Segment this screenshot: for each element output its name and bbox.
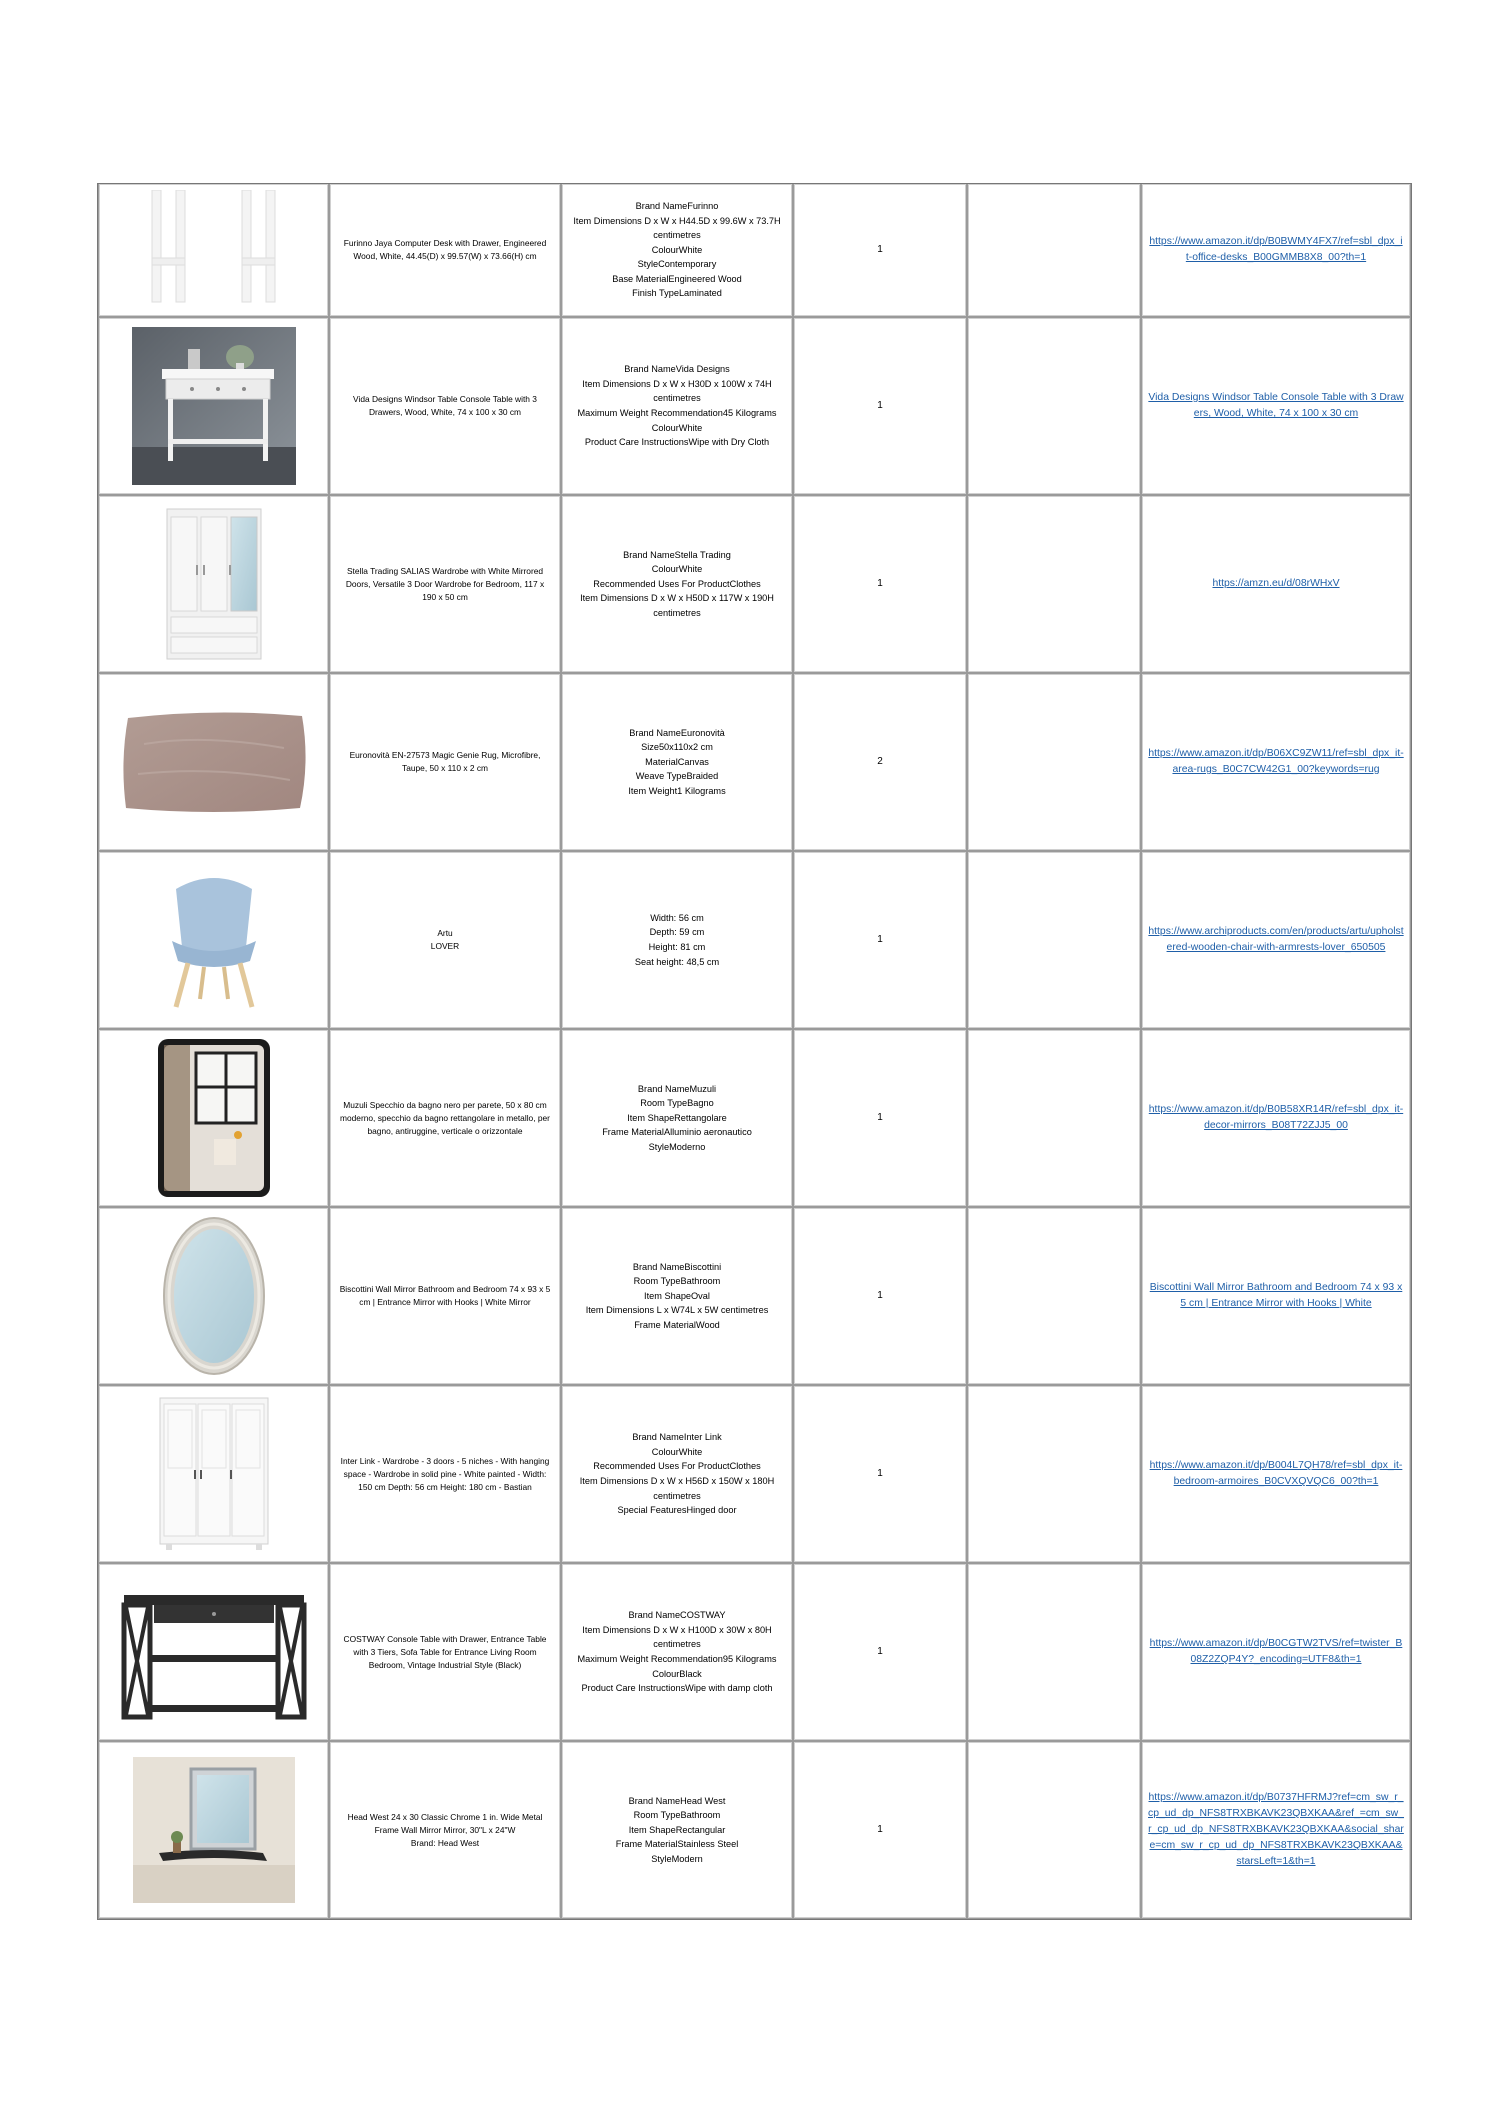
spec-line: Width: 56 cm	[650, 912, 704, 923]
spec-line: ColourWhite	[651, 244, 703, 255]
product-name-line: LOVER	[430, 941, 460, 951]
spec-line: Room TypeBagno	[640, 1098, 714, 1109]
notes-cell	[967, 495, 1141, 673]
spec-line: Maximum Weight Recommendation45 Kilograms	[577, 408, 777, 418]
spec-line: Depth: 59 cm	[649, 927, 705, 938]
spec-line: Recommended Uses For ProductClothes	[593, 1461, 761, 1472]
product-image-cell	[98, 1385, 329, 1563]
spec-line: Brand NameStella Trading	[623, 549, 731, 560]
product-link[interactable]: Biscottini Wall Mirror Bathroom and Bedroom 74 x 93 x 5 cm | Entrance Mirror with Hooks | White	[1149, 1282, 1403, 1309]
spec-line: Item ShapeRectangular	[628, 1824, 726, 1835]
product-name	[329, 1563, 561, 1741]
spec-line: Brand NameFurinno	[635, 200, 719, 211]
quantity-cell: 1	[793, 851, 967, 1029]
link-cell	[1141, 851, 1411, 1029]
spec-line: Brand NameBiscottini	[632, 1261, 722, 1272]
spec-line: Size50x110x2 cm	[641, 742, 713, 753]
product-name	[329, 317, 561, 495]
table-row	[98, 1029, 1411, 1207]
product-link[interactable]: https://www.archiproducts.com/en/products/artu/upholstered-wooden-chair-with-armrests-lover_650505	[1148, 926, 1404, 953]
spec-line: Brand NameMuzuli	[637, 1083, 717, 1094]
spec-line: Seat height: 48,5 cm	[634, 956, 720, 967]
product-name-line: COSTWAY Console Table with Drawer, Entrance Table with 3 Tiers, Sofa Table for Entrance Living Room Bedroom, Vintage Industrial Style (Black)	[343, 1633, 547, 1670]
spec-line: Height: 81 cm	[648, 942, 706, 952]
chrome-wall-mirror-image	[99, 1757, 328, 1903]
notes-cell	[967, 1385, 1141, 1563]
notes-cell	[967, 317, 1141, 495]
taupe-rug-image	[99, 704, 328, 820]
notes-cell	[967, 673, 1141, 851]
product-name	[329, 184, 561, 317]
quantity-cell: 1	[793, 495, 967, 673]
product-name	[329, 1207, 561, 1385]
product-name	[329, 1385, 561, 1563]
spec-line: Item Dimensions D x W x H50D x 117W x 190H centimetres	[580, 593, 774, 618]
spec-line: Room TypeBathroom	[633, 1276, 721, 1287]
product-specs	[561, 1741, 793, 1919]
product-image-cell	[98, 184, 329, 317]
link-cell	[1141, 673, 1411, 851]
product-image-cell	[98, 1207, 329, 1385]
product-image-cell	[98, 851, 329, 1029]
link-cell	[1141, 317, 1411, 495]
spec-line: Item Weight1 Kilograms	[628, 785, 726, 796]
quantity-cell: 1	[793, 317, 967, 495]
link-cell	[1141, 1207, 1411, 1385]
product-name	[329, 1741, 561, 1919]
product-image-cell	[98, 1029, 329, 1207]
spec-line: ColourWhite	[651, 1446, 703, 1457]
table-row	[98, 851, 1411, 1029]
product-specs	[561, 851, 793, 1029]
table-row	[98, 673, 1411, 851]
notes-cell	[967, 1207, 1141, 1385]
link-cell	[1141, 1385, 1411, 1563]
product-name	[329, 673, 561, 851]
link-cell	[1141, 1029, 1411, 1207]
spec-line: Item Dimensions D x W x H44.5D x 99.6W x 73.7H centimetres	[573, 215, 781, 241]
link-cell	[1141, 495, 1411, 673]
product-name-line: Brand: Head West	[410, 1837, 480, 1848]
spec-line: Frame MaterialAlluminio aeronautico	[602, 1127, 752, 1138]
product-image-cell	[98, 495, 329, 673]
product-name	[329, 495, 561, 673]
spec-line: Room TypeBathroom	[633, 1810, 721, 1821]
spec-line: Product Care InstructionsWipe with damp cloth	[581, 1683, 773, 1694]
notes-cell	[967, 1741, 1141, 1919]
product-name-line: Euronovità EN-27573 Magic Genie Rug, Microfibre, Taupe, 50 x 110 x 2 cm	[349, 750, 541, 773]
quantity-cell: 1	[793, 1563, 967, 1741]
product-link[interactable]: Vida Designs Windsor Table Console Table with 3 Drawers, Wood, White, 74 x 100 x 30 cm	[1148, 392, 1404, 419]
white-pine-wardrobe-image	[99, 1394, 328, 1554]
table-row	[98, 1207, 1411, 1385]
product-link[interactable]: https://www.amazon.it/dp/B0737HFRMJ?ref=cm_sw_r_cp_ud_dp_NFS8TRXBKAVK23QBXKAA&ref_=cm_sw_r_cp_ud_dp_NFS8TRXBKAVK23QBXKAA&social_share=cm_sw_r_cp_ud_dp_NFS8TRXBKAVK23QBXKAA&starsLeft=1&th=1	[1148, 1792, 1404, 1867]
product-specs	[561, 317, 793, 495]
spec-line: Base MaterialEngineered Wood	[612, 273, 742, 284]
spec-line: Finish TypeLaminated	[632, 288, 722, 299]
product-image-cell	[98, 673, 329, 851]
product-name-line: Stella Trading SALIAS Wardrobe with White Mirrored Doors, Versatile 3 Door Wardrobe for Bedroom, 117 x 190 x 50 cm	[345, 565, 545, 602]
spec-line: Brand NameVida Designs	[624, 364, 730, 375]
product-name	[329, 1029, 561, 1207]
quantity-cell: 1	[793, 1385, 967, 1563]
product-link[interactable]: https://www.amazon.it/dp/B06XC9ZW11/ref=sbl_dpx_it-area-rugs_B0C7CW42G1_00?keywords=rug	[1148, 748, 1404, 775]
spec-line: Maximum Weight Recommendation95 Kilograms	[577, 1654, 777, 1664]
product-name-line: Head West 24 x 30 Classic Chrome 1 in. Wide Metal Frame Wall Mirror Mirror, 30"L x 24"W	[347, 1811, 543, 1835]
spec-line: ColourWhite	[651, 422, 703, 433]
product-name-line: Vida Designs Windsor Table Console Table with 3 Drawers, Wood, White, 74 x 100 x 30 cm	[353, 394, 537, 417]
quantity-cell: 1	[793, 1029, 967, 1207]
black-framed-mirror-image	[99, 1035, 328, 1201]
quantity-cell: 1	[793, 1207, 967, 1385]
spec-line: Brand NameCOSTWAY	[628, 1610, 726, 1621]
link-cell	[1141, 1563, 1411, 1741]
spec-line: StyleModerno	[648, 1141, 706, 1152]
link-cell	[1141, 1741, 1411, 1919]
spec-line: Frame MaterialWood	[634, 1319, 720, 1330]
product-specs	[561, 495, 793, 673]
product-specs	[561, 1385, 793, 1563]
spec-line: Special FeaturesHinged door	[617, 1505, 737, 1516]
white-console-table-image	[99, 327, 328, 485]
product-name-line: Biscottini Wall Mirror Bathroom and Bedroom 74 x 93 x 5 cm | Entrance Mirror with Hooks | White Mirror	[339, 1284, 551, 1307]
spec-line: StyleModern	[651, 1853, 703, 1864]
product-name-line: Inter Link - Wardrobe - 3 doors - 5 niches - With hanging space - Wardrobe in solid pine - White painted - Width: 150 cm Depth: 56 cm Height: 180 cm - Bastian	[340, 1455, 550, 1492]
product-name-line: Furinno Jaya Computer Desk with Drawer, Engineered Wood, White, 44.45(D) x 99.57(W) x 73.66(H) cm	[343, 238, 547, 261]
spec-line: MaterialCanvas	[645, 756, 709, 767]
product-image-cell	[98, 1741, 329, 1919]
product-link[interactable]: https://www.amazon.it/dp/B0CGTW2TVS/ref=twister_B08Z2ZQP4Y?_encoding=UTF8&th=1	[1149, 1638, 1403, 1665]
spec-line: Item ShapeOval	[644, 1290, 710, 1301]
blue-armchair-image	[99, 865, 328, 1015]
product-specs	[561, 1563, 793, 1741]
spec-line: Frame MaterialStainless Steel	[615, 1839, 739, 1850]
product-link[interactable]: https://www.amazon.it/dp/B0B58XR14R/ref=sbl_dpx_it-decor-mirrors_B08T72ZJJ5_00	[1148, 1104, 1404, 1131]
product-link[interactable]: https://amzn.eu/d/08rWHxV	[1212, 578, 1340, 589]
spec-line: StyleContemporary	[637, 259, 717, 270]
notes-cell	[967, 1029, 1141, 1207]
spec-line: Product Care InstructionsWipe with Dry Cloth	[584, 437, 770, 448]
product-table	[97, 183, 1412, 1920]
product-specs	[561, 673, 793, 851]
spec-line: Brand NameHead West	[628, 1795, 726, 1806]
product-link[interactable]: https://www.amazon.it/dp/B004L7QH78/ref=sbl_dpx_it-bedroom-armoires_B0CVXQVQC6_00?th=1	[1149, 1460, 1403, 1487]
link-cell	[1141, 184, 1411, 317]
spec-line: Item Dimensions D x W x H100D x 30W x 80H centimetres	[582, 1624, 772, 1650]
quantity-cell: 2	[793, 673, 967, 851]
spec-line: Item Dimensions L x W74L x 5W centimetres	[585, 1305, 769, 1316]
spec-line: Brand NameInter Link	[632, 1432, 722, 1443]
black-console-table-image	[99, 1577, 328, 1727]
table-row	[98, 1563, 1411, 1741]
table-row	[98, 1385, 1411, 1563]
spec-line: Recommended Uses For ProductClothes	[593, 578, 761, 589]
product-name	[329, 851, 561, 1029]
product-name-line: Artu	[437, 928, 453, 938]
oval-mirror-image	[99, 1213, 328, 1379]
quantity-cell: 1	[793, 184, 967, 317]
spec-line: Item Dimensions D x W x H30D x 100W x 74H centimetres	[582, 378, 772, 404]
product-link[interactable]: https://www.amazon.it/dp/B0BWMY4FX7/ref=sbl_dpx_it-office-desks_B00GMMB8X8_00?th=1	[1149, 236, 1403, 263]
notes-cell	[967, 1563, 1141, 1741]
spec-line: Item Dimensions D x W x H56D x 150W x 180H centimetres	[579, 1476, 775, 1501]
product-image-cell	[98, 1563, 329, 1741]
notes-cell	[967, 851, 1141, 1029]
product-image-cell	[98, 317, 329, 495]
table-row	[98, 1741, 1411, 1919]
quantity-cell: 1	[793, 1741, 967, 1919]
spec-line: Brand NameEuronovità	[629, 727, 725, 738]
product-specs	[561, 184, 793, 317]
product-specs	[561, 1207, 793, 1385]
spec-line: ColourBlack	[652, 1668, 702, 1679]
table-row	[98, 495, 1411, 673]
table-row	[98, 317, 1411, 495]
spec-line: Weave TypeBraided	[635, 771, 719, 782]
product-specs	[561, 1029, 793, 1207]
spec-line: ColourWhite	[651, 564, 703, 575]
table-row	[98, 184, 1411, 317]
product-name-line: Muzuli Specchio da bagno nero per parete, 50 x 80 cm moderno, specchio da bagno rettangolare in metallo, per bagno, antiruggine, verticale o orizzontale	[340, 1099, 550, 1136]
white-mirrored-wardrobe-image	[99, 503, 328, 665]
spec-line: Item ShapeRettangolare	[627, 1112, 727, 1123]
notes-cell	[967, 184, 1141, 317]
white-desk-legs-image	[99, 190, 328, 310]
